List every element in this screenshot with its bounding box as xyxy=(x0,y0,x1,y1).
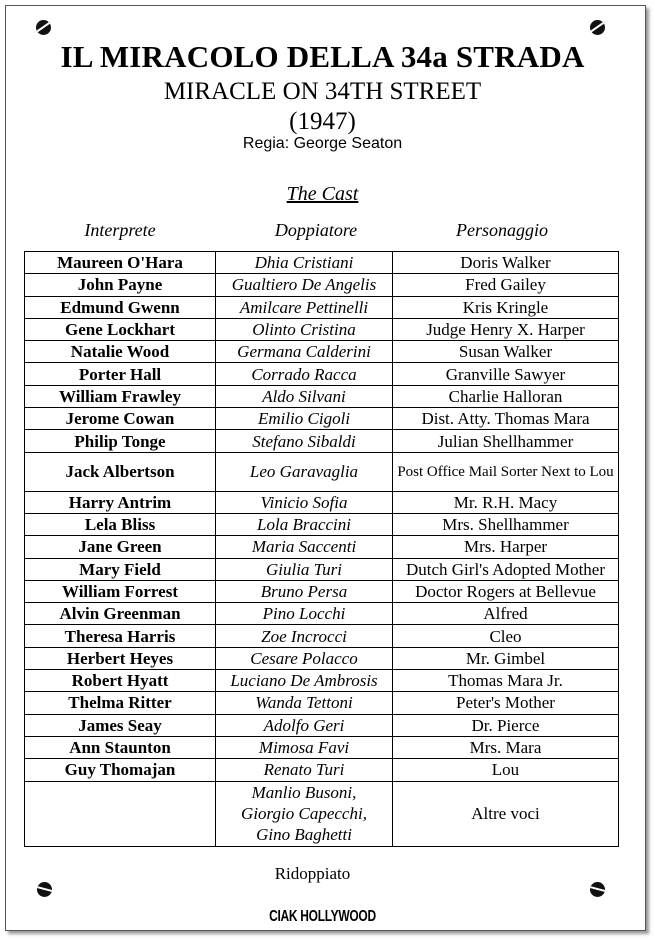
character-cell: Susan Walker xyxy=(393,341,619,363)
actor-cell: Gene Lockhart xyxy=(25,318,216,340)
character-cell: Peter's Mother xyxy=(393,692,619,714)
actor-cell: Edmund Gwenn xyxy=(25,296,216,318)
table-row xyxy=(25,491,619,513)
actor-cell: Natalie Wood xyxy=(25,341,216,363)
italian-title: IL MIRACOLO DELLA 34a STRADA xyxy=(60,39,585,74)
dubber-cell: Aldo Silvani xyxy=(216,385,393,407)
actor-cell: Harry Antrim xyxy=(25,491,216,513)
dubber-cell: Pino Locchi xyxy=(216,603,393,625)
table-row xyxy=(25,536,619,558)
table-row xyxy=(25,252,619,274)
actor-cell: Philip Tonge xyxy=(25,430,216,452)
actor-cell: Thelma Ritter xyxy=(25,692,216,714)
table-row xyxy=(25,647,619,669)
dubber-cell: Mimosa Favi xyxy=(216,736,393,758)
actor-cell: Theresa Harris xyxy=(25,625,216,647)
character-cell: Julian Shellhammer xyxy=(393,430,619,452)
screw-icon xyxy=(37,882,52,897)
actor-cell: Jerome Cowan xyxy=(25,408,216,430)
table-row xyxy=(25,603,619,625)
table-row xyxy=(25,692,619,714)
character-cell: Dist. Atty. Thomas Mara xyxy=(393,408,619,430)
character-cell: Post Office Mail Sorter Next to Lou xyxy=(393,452,619,491)
character-cell: Lou xyxy=(393,759,619,781)
table-row xyxy=(25,452,619,491)
character-cell: Mr. R.H. Macy xyxy=(393,491,619,513)
character-cell: Mrs. Shellhammer xyxy=(393,513,619,535)
table-row xyxy=(25,714,619,736)
redub-note: Ridoppiato xyxy=(274,864,351,883)
actor-cell: Herbert Heyes xyxy=(25,647,216,669)
table-row xyxy=(25,363,619,385)
dubber-cell: Germana Calderini xyxy=(216,341,393,363)
table-row-other-voices xyxy=(25,781,619,846)
actor-cell: Lela Bliss xyxy=(25,513,216,535)
dubber-cell: Dhia Cristiani xyxy=(216,252,393,274)
character-cell: Doctor Rogers at Bellevue xyxy=(393,580,619,602)
character-cell: Doris Walker xyxy=(393,252,619,274)
actor-cell xyxy=(25,781,216,846)
table-row xyxy=(25,580,619,602)
actor-cell: John Payne xyxy=(25,274,216,296)
dubber-cell: Leo Garavaglia xyxy=(216,452,393,491)
character-cell: Cleo xyxy=(393,625,619,647)
character-cell: Mr. Gimbel xyxy=(393,647,619,669)
actor-cell: William Forrest xyxy=(25,580,216,602)
character-cell: Fred Gailey xyxy=(393,274,619,296)
character-cell: Kris Kringle xyxy=(393,296,619,318)
column-header-dubber: Doppiatore xyxy=(274,220,358,240)
dubber-cell: Emilio Cigoli xyxy=(216,408,393,430)
actor-cell: William Frawley xyxy=(25,385,216,407)
dubber-cell: Amilcare Pettinelli xyxy=(216,296,393,318)
release-year: (1947) xyxy=(289,108,356,135)
dubber-cell: Adolfo Geri xyxy=(216,714,393,736)
table-row xyxy=(25,408,619,430)
dubber-cell: Gualtiero De Angelis xyxy=(216,274,393,296)
actor-cell: Mary Field xyxy=(25,558,216,580)
cast-table xyxy=(24,251,619,847)
table-row xyxy=(25,341,619,363)
actor-cell: James Seay xyxy=(25,714,216,736)
table-row xyxy=(25,759,619,781)
table-row xyxy=(25,558,619,580)
table-row xyxy=(25,670,619,692)
cast-heading: The Cast xyxy=(286,183,359,205)
table-row xyxy=(25,430,619,452)
actor-cell: Alvin Greenman xyxy=(25,603,216,625)
dubber-cell: Luciano De Ambrosis xyxy=(216,670,393,692)
dubber-cell: Cesare Polacco xyxy=(216,647,393,669)
table-row xyxy=(25,274,619,296)
table-row xyxy=(25,513,619,535)
dubber-line: Manlio Busoni, xyxy=(251,783,357,803)
table-row xyxy=(25,318,619,340)
screw-icon xyxy=(590,20,605,35)
actor-cell: Robert Hyatt xyxy=(25,670,216,692)
character-cell: Granville Sawyer xyxy=(393,363,619,385)
character-cell: Mrs. Harper xyxy=(393,536,619,558)
english-title: MIRACLE ON 34TH STREET xyxy=(163,78,482,105)
character-cell: Judge Henry X. Harper xyxy=(393,318,619,340)
dubber-line: Giorgio Capecchi, xyxy=(241,804,367,824)
ciak-hollywood-logo: CIAK HOLLYWOOD xyxy=(269,906,376,926)
table-row xyxy=(25,296,619,318)
screw-icon xyxy=(590,882,605,897)
dubber-cell: Wanda Tettoni xyxy=(216,692,393,714)
dubber-cell: Giulia Turi xyxy=(216,558,393,580)
character-cell: Thomas Mara Jr. xyxy=(393,670,619,692)
character-cell: Altre voci xyxy=(393,781,619,846)
actor-cell: Jane Green xyxy=(25,536,216,558)
column-header-character: Personaggio xyxy=(456,220,548,240)
dubber-cell: Bruno Persa xyxy=(216,580,393,602)
column-header-actor: Interprete xyxy=(84,220,156,240)
director-credit: Regia: George Seaton xyxy=(242,135,403,152)
character-cell: Dr. Pierce xyxy=(393,714,619,736)
table-row xyxy=(25,736,619,758)
character-cell: Alfred xyxy=(393,603,619,625)
actor-cell: Ann Staunton xyxy=(25,736,216,758)
dubber-cell: Vinicio Sofia xyxy=(216,491,393,513)
character-cell: Dutch Girl's Adopted Mother xyxy=(393,558,619,580)
dubber-cell: Lola Braccini xyxy=(216,513,393,535)
dubber-cell: Renato Turi xyxy=(216,759,393,781)
actor-cell: Porter Hall xyxy=(25,363,216,385)
table-row xyxy=(25,385,619,407)
actor-cell: Maureen O'Hara xyxy=(25,252,216,274)
actor-cell: Jack Albertson xyxy=(25,452,216,491)
dubber-cell xyxy=(216,781,393,846)
actor-cell: Guy Thomajan xyxy=(25,759,216,781)
dubber-line: Gino Baghetti xyxy=(256,825,352,845)
character-cell: Mrs. Mara xyxy=(393,736,619,758)
character-cell: Charlie Halloran xyxy=(393,385,619,407)
dubber-cell: Zoe Incrocci xyxy=(216,625,393,647)
table-row xyxy=(25,625,619,647)
dubber-cell: Maria Saccenti xyxy=(216,536,393,558)
dubber-cell: Olinto Cristina xyxy=(216,318,393,340)
screw-icon xyxy=(36,20,51,35)
dubber-cell: Corrado Racca xyxy=(216,363,393,385)
dubber-cell: Stefano Sibaldi xyxy=(216,430,393,452)
